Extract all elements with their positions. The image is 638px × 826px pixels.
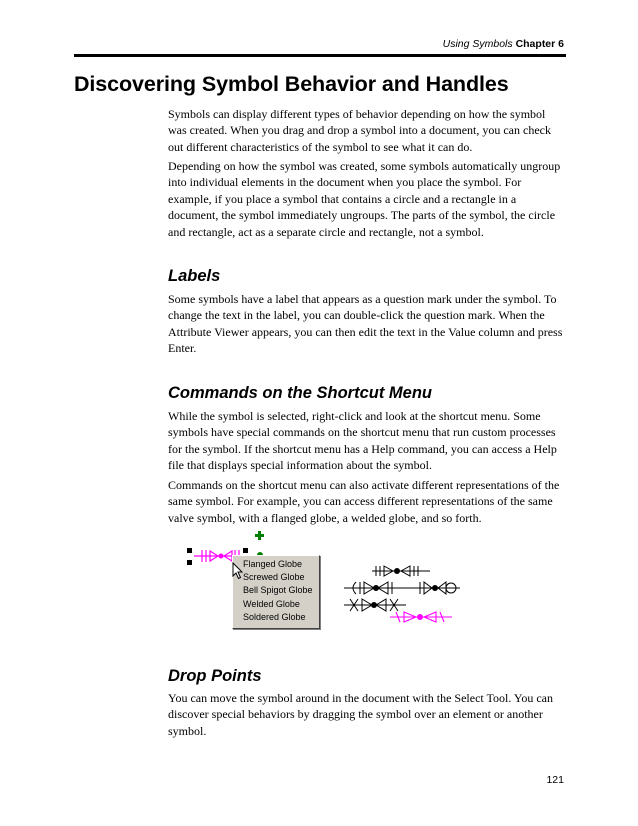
header-section: Using Symbols <box>442 38 513 50</box>
commands-paragraph-2: Commands on the shortcut menu can also activate different representations of the same symbol. For example, you can access different representations of the same valve symbol, with a flanged globe, a welded globe, and so forth. <box>168 478 560 525</box>
header-chapter: Chapter 6 <box>515 38 564 50</box>
header-rule <box>74 54 566 57</box>
menu-item-screwed-globe[interactable]: Screwed Globe <box>243 572 305 583</box>
commands-section <box>168 408 566 474</box>
intro-paragraph-2: Depending on how the symbol was created, some symbols automatically ungroup into individual elements in the document when you place the symbol. For example, if you place a symbol that contains a circle and a rectangle in a document, the symbol immediately ungroups. The parts of the symbol, the circle and rectangle, act as a separate circle and rectangle, not a symbol. <box>168 159 561 239</box>
labels-paragraph: Some symbols have a label that appears as a question mark under the symbol. To change the text in the label, you can double-click the question mark. When the Attribute Viewer appears, you can then edit the text in the Value column and press Enter. <box>168 292 563 356</box>
labels-heading: Labels <box>168 267 221 285</box>
menu-item-soldered-globe[interactable]: Soldered Globe <box>243 611 306 622</box>
intro-section-2 <box>168 158 566 240</box>
commands-heading: Commands on the Shortcut Menu <box>168 384 432 402</box>
bell-spigot-valve-icon <box>344 582 460 594</box>
flanged-valve-icon <box>372 566 430 576</box>
intro-paragraph-1: Symbols can display different types of behavior depending on how the symbol was created. When you drag and drop a symbol into a document, you can check out different characteristics of the symbol to see what it can do. <box>168 107 551 154</box>
labels-section <box>168 291 566 357</box>
drop-points-paragraph: You can move the symbol around in the document with the Select Tool. You can discover special behaviors by dragging the symbol over an element or another symbol. <box>168 691 554 738</box>
commands-paragraph-1: While the symbol is selected, right-click and look at the shortcut menu. Some symbols have special commands on the shortcut menu that run custom processes for the symbol. If the shortcut menu has a Help command, you can access a Help file that displays special information about the symbol. <box>168 409 557 473</box>
selection-handle-icon <box>187 560 192 565</box>
running-header <box>443 38 564 50</box>
mouse-cursor-icon <box>232 562 244 580</box>
green-plus-icon <box>255 531 264 540</box>
menu-item-welded-globe[interactable]: Welded Globe <box>243 598 300 609</box>
shortcut-menu[interactable] <box>232 555 320 629</box>
intro-section <box>168 106 566 155</box>
selection-handle-icon <box>187 548 192 553</box>
commands-section-2 <box>168 477 566 526</box>
valve-figure-drawing <box>180 528 470 630</box>
valve-figure <box>180 528 470 630</box>
menu-item-flanged-globe[interactable]: Flanged Globe <box>243 559 303 569</box>
drop-points-heading: Drop Points <box>168 667 262 685</box>
page-number: 121 <box>546 774 564 786</box>
page-title: Discovering Symbol Behavior and Handles <box>74 72 509 96</box>
selection-handle-icon <box>243 548 248 553</box>
menu-item-bell-spigot-globe[interactable]: Bell Spigot Globe <box>243 585 313 596</box>
drop-points-section <box>168 690 566 739</box>
